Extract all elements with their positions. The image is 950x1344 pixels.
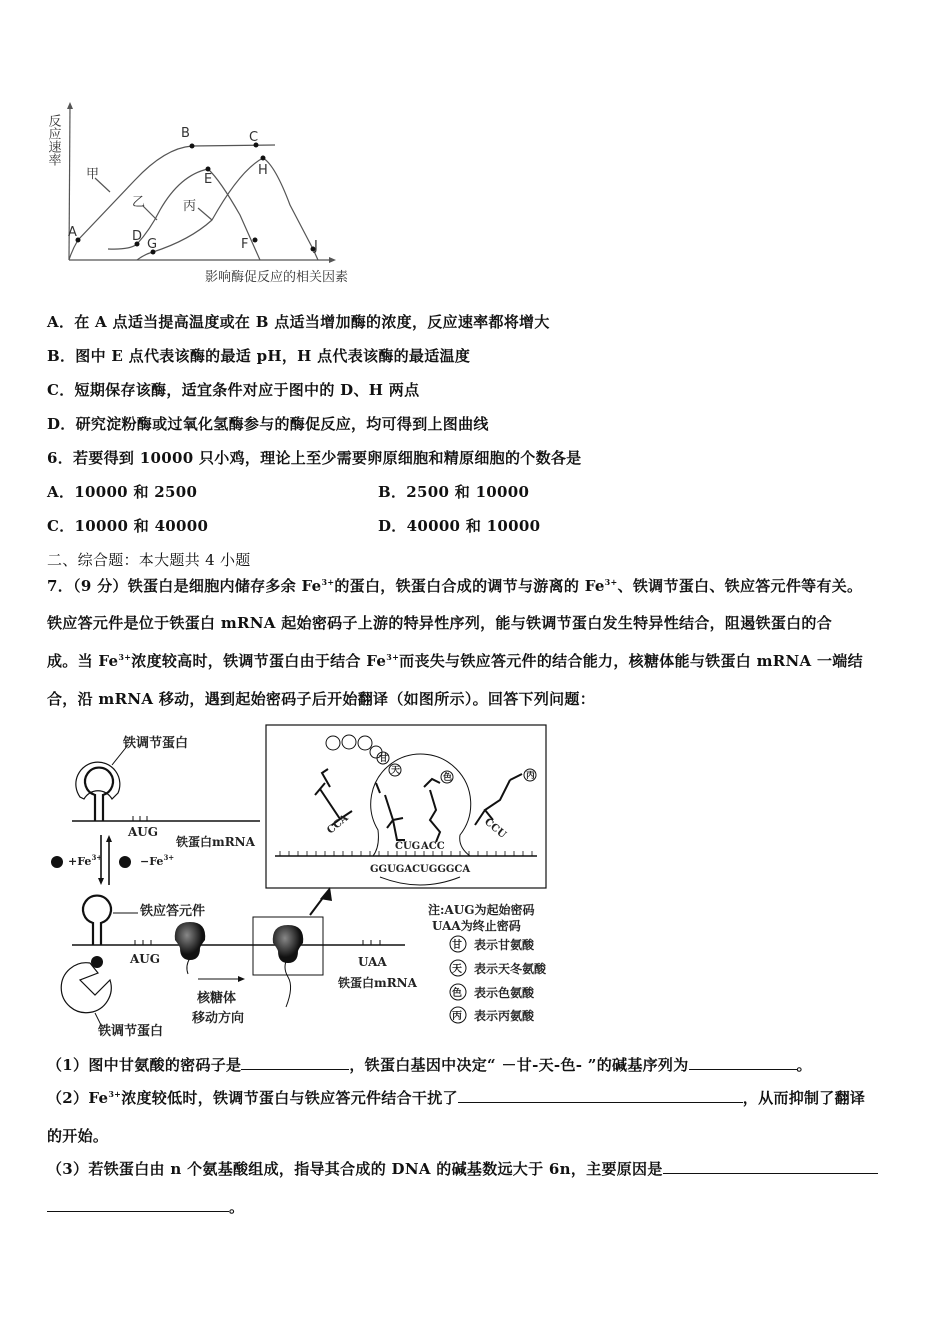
answer-blank-3a[interactable] [663,1159,878,1174]
answer-blank-1b[interactable] [689,1055,797,1070]
q6-option-a: A．10000 和 2500 [47,483,198,501]
label-ribosome-dir-1: 核糖体 [197,991,237,1006]
legend-symbol-trp: 色 [452,988,462,999]
label-mrna-top: 铁蛋白mRNA [176,835,255,849]
legend-asp: 表示天冬氨酸 [474,962,547,976]
q5-option-b: B．图中 E 点代表该酶的最适 pH，H 点代表该酶的最适温度 [47,347,471,365]
point-label-b: B [181,126,190,141]
curve-yi [108,169,260,260]
point-label-c: C [249,130,259,145]
q5-option-d: D．研究淀粉酶或过氧化氢酶参与的酶促反应，均可得到上图曲线 [47,415,489,433]
note-line1: 注:AUG为起始密码 [428,903,535,917]
label-ccu: CCU [482,816,508,841]
note-line2: UAA为终止密码 [432,919,521,933]
aa-asp: 天 [391,766,401,776]
enzyme-rate-figure [40,100,390,290]
q7-para-line2: 铁应答元件是位于铁蛋白 mRNA 起始密码子上游的特异性序列，能与铁调节蛋白发生特异性结合，阻遏铁蛋白的合 [47,614,833,632]
point-label-d: D [132,229,143,244]
section-heading: 二、综合题：本大题共 4 小题 [47,551,251,569]
answer-blank-2[interactable] [458,1088,743,1103]
q6-option-c: C．10000 和 40000 [47,517,209,535]
answer-blank-1a[interactable] [241,1055,349,1070]
legend-ala: 表示丙氨酸 [474,1009,535,1023]
curve-label-yi: 乙 [132,195,146,210]
y-axis-label: 反应速率 [45,114,61,166]
label-mrna-bottom: 铁蛋白mRNA [338,976,417,990]
point-label-f: F [241,237,249,252]
x-axis-label: 影响酶促反应的相关因素 [205,270,349,285]
label-ire: 铁应答元件 [140,904,206,919]
label-ribosome-dir-2: 移动方向 [192,1011,245,1026]
point-label-e: E [204,172,213,187]
label-aug-bottom: AUG [130,952,161,966]
q7-sub1: （1）图中甘氨酸的密码子是 ，铁蛋白基因中决定“ －甘-天-色- ”的碱基序列为 。 [47,1056,812,1074]
ribosome-2 [273,925,303,963]
q5-option-a: A．在 A 点适当提高温度或在 B 点适当增加酶的浓度，反应速率都将增大 [47,313,550,331]
label-cca: CCA [325,812,351,837]
aa-trp: 色 [443,773,453,783]
iron-regulatory-protein-bottom [61,963,111,1013]
ferritin-translation-diagram [40,715,640,1045]
curve-bing [137,158,318,260]
q7-sub3: （3）若铁蛋白由 n 个氨基酸组成，指导其合成的 DNA 的碱基数远大于 6n，主要原因是 [47,1158,878,1179]
label-sequence: GGUGACUGGGCA [370,864,471,875]
aa-gly: 甘 [379,754,389,764]
label-uaa: UAA [358,955,387,969]
point-label-g: G [147,237,158,252]
legend-symbol-asp: 天 [452,964,462,975]
ribosome-1 [175,922,205,960]
answer-blank-3b[interactable] [47,1197,229,1212]
legend-symbol-gly: 甘 [452,940,462,951]
q7-sub3-cont: 。 [47,1196,244,1217]
point-label-j: J [314,239,318,254]
label-plus-fe: $+Fe^{3+}$ [68,853,103,868]
q7-sub2: $(2)Fe^{3+}$浓度较低时，铁调节蛋白与铁应答元件结合干扰了 ，从而抑制了翻译 [47,1089,866,1107]
curve-label-jia: 甲 [86,167,100,182]
q6-stem: 6．若要得到 10000 只小鸡，理论上至少需要卵原细胞和精原细胞的个数各是 [47,449,582,467]
label-iron-reg-protein-top: 铁调节蛋白 [123,736,189,751]
label-iron-reg-protein-bottom: 铁调节蛋白 [98,1024,164,1039]
q6-option-d: D．40000 和 10000 [378,517,541,535]
q6-option-b: B．2500 和 10000 [378,483,530,501]
label-cug: CUG [395,841,421,852]
q7-para-line1: 7．（9 分）铁蛋白是细胞内储存多余 $Fe^{3+}$的蛋白，铁蛋白合成的调节与游离的 $Fe^{3+}$、铁调节蛋白、铁应答元件等有关。 [47,577,863,595]
label-aug-top: AUG [128,825,159,839]
point-label-a: A [68,225,77,240]
point-label-h: H [258,163,268,178]
curve-label-bing: 丙 [183,199,197,214]
q7-sub2-cont: 的开始。 [47,1127,109,1145]
aa-ala: 丙 [526,771,536,781]
legend-gly: 表示甘氨酸 [474,938,535,952]
q5-option-c: C．短期保存该酶，适宜条件对应于图中的 D、H 两点 [47,381,420,399]
legend-trp: 表示色氨酸 [474,986,535,1000]
q7-para-line3: 成。当 $Fe^{3+}$浓度较高时，铁调节蛋白由于结合 $Fe^{3+}$而丧失与铁应答元件的结合能力，核糖体能与铁蛋白 mRNA 一端结 [47,652,863,670]
q7-para-line4: 合，沿 mRNA 移动，遇到起始密码子后开始翻译（如图所示）。回答下列问题： [47,690,596,708]
label-acc: ACC [421,841,445,852]
label-minus-fe: $-Fe^{3+}$ [140,853,175,868]
legend-symbol-ala: 丙 [452,1011,462,1022]
